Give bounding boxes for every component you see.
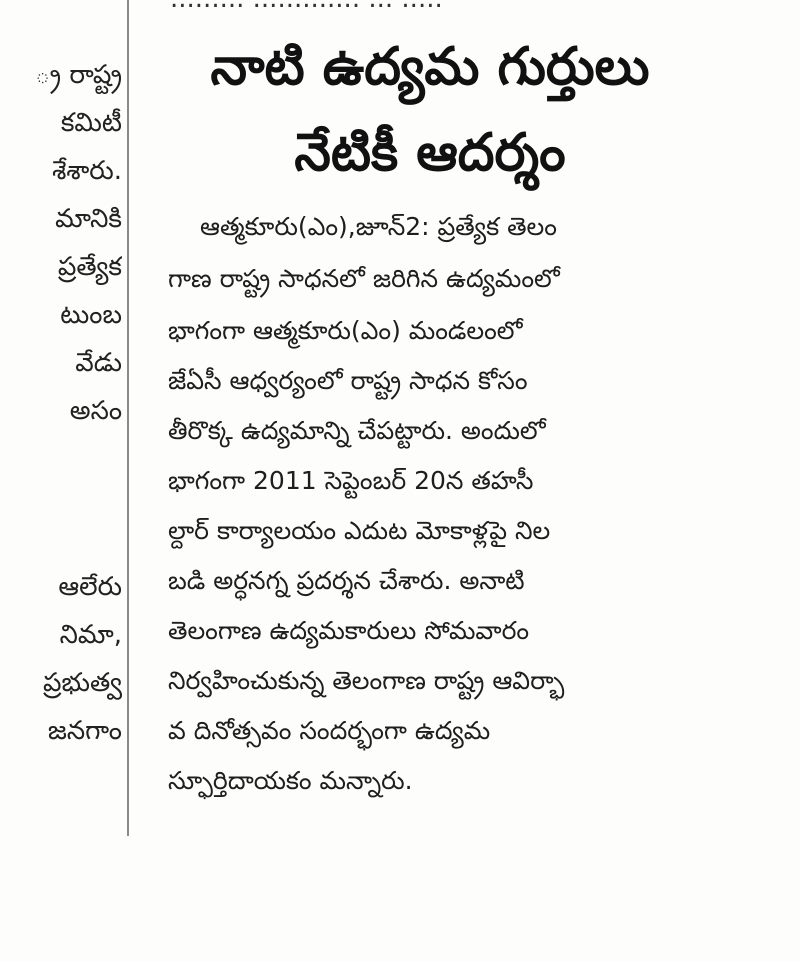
top-cut-text	[170, 0, 443, 14]
left-column-line: ్ర రాష్ట్ర	[35, 60, 122, 90]
left-column-line: అసం	[69, 396, 122, 426]
headline-line-2: నేటికీ ఆదర్శం	[294, 123, 566, 183]
article-body-line: జేఏసీ ఆధ్వర్యంలో రాష్ట్ర సాధన కోసం	[168, 366, 528, 395]
article-body-line: నిర్వహించుకున్న తెలంగాణ రాష్ట్ర ఆవిర్భా	[168, 666, 565, 695]
article-body-line: ల్దార్ కార్యాలయం ఎదుట మోకాళ్లపై నిల	[168, 516, 551, 545]
left-column-line: ఆలేరు	[58, 572, 122, 602]
left-column-line: టుంబ	[60, 300, 122, 330]
article-body-line: వ దినోత్సవం సందర్భంగా ఉద్యమ	[168, 716, 491, 745]
article-body-line: భాగంగా 2011 సెప్టెంబర్ 20న తహసీ	[168, 466, 534, 495]
headline-line-1: నాటి ఉద్యమ గుర్తులు	[210, 37, 650, 97]
article-body-line: తీరొక్క ఉద్యమాన్ని చేపట్టారు. అందులో	[168, 416, 546, 445]
left-column-line: జనగాం	[47, 716, 122, 746]
article-body-line: బడి అర్ధనగ్న ప్రదర్శన చేశారు. అనాటి	[168, 566, 525, 595]
left-column-fragment	[0, 60, 122, 760]
article-body-line: గాణ రాష్ట్ర సాధనలో జరిగిన ఉద్యమంలో	[168, 264, 560, 293]
left-column-line: నిమా,	[59, 620, 122, 650]
left-column-line: శేశారు.	[52, 156, 122, 186]
left-column-line: కమిటీ	[60, 108, 122, 138]
left-column-line: వేడు	[75, 348, 122, 378]
article-body-line: తెలంగాణ ఉద్యమకారులు సోమవారం	[168, 616, 530, 645]
article-body-line: భాగంగా ఆత్మకూరు(ఎం) మండలంలో	[168, 316, 523, 345]
left-column-line: ప్రభుత్వ	[43, 668, 122, 698]
left-column-line: ప్రత్యేక	[57, 252, 122, 282]
article-body-line: ఆత్మకూరు(ఎం),జూన్2: ప్రత్యేక తెలం	[200, 212, 557, 241]
article-body-line: స్ఫూర్తిదాయకం మన్నారు.	[168, 766, 413, 795]
column-divider	[127, 0, 129, 836]
left-column-line: మానికి	[55, 204, 122, 234]
